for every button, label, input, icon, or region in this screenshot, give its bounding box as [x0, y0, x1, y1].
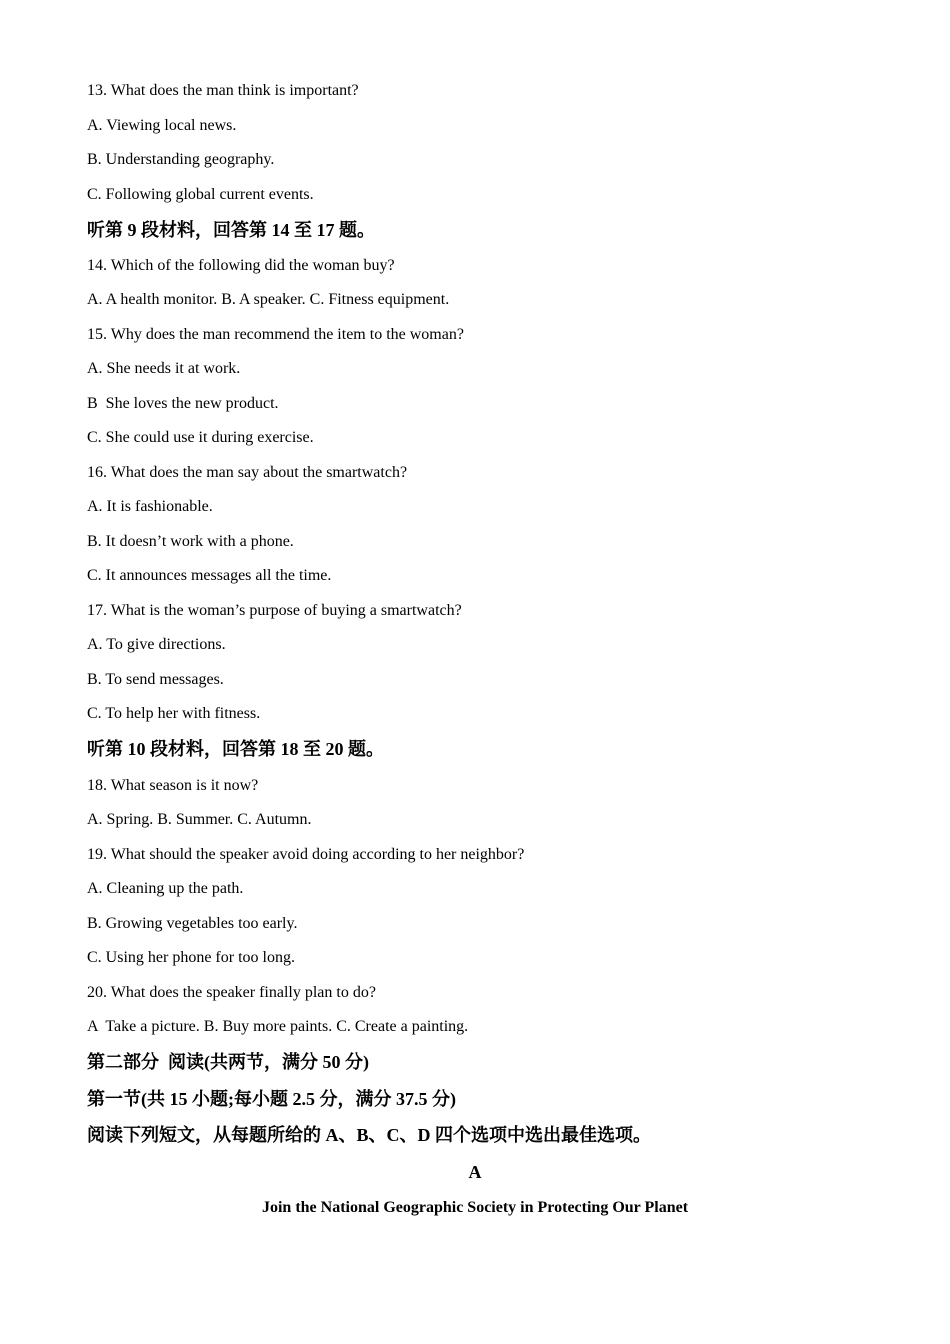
question-15: 15. Why does the man recommend the item to the woman?	[87, 326, 464, 343]
q19-option-a: A. Cleaning up the path.	[87, 880, 244, 897]
passage-letter: A	[468, 1162, 482, 1182]
question-17: 17. What is the woman’s purpose of buying a smartwatch?	[87, 602, 462, 619]
q15-option-c: C. She could use it during exercise.	[87, 429, 314, 446]
q17-option-b: B. To send messages.	[87, 671, 224, 688]
q19-option-c: C. Using her phone for too long.	[87, 949, 295, 966]
q18-options: A. Spring. B. Summer. C. Autumn.	[87, 811, 312, 828]
question-18: 18. What season is it now?	[87, 777, 259, 794]
q15-option-b: B She loves the new product.	[87, 395, 279, 412]
question-20: 20. What does the speaker finally plan to do?	[87, 984, 376, 1001]
q16-option-b: B. It doesn’t work with a phone.	[87, 533, 294, 550]
q19-option-b: B. Growing vegetables too early.	[87, 915, 298, 932]
q16-option-c: C. It announces messages all the time.	[87, 567, 332, 584]
q16-option-a: A. It is fashionable.	[87, 498, 213, 515]
section-9-heading: 听第 9 段材料，回答第 14 至 17 题。	[87, 220, 375, 240]
question-16: 16. What does the man say about the smartwatch?	[87, 464, 408, 481]
q17-option-a: A. To give directions.	[87, 636, 226, 653]
q20-options: A Take a picture. B. Buy more paints. C. Create a painting.	[87, 1018, 469, 1035]
passage-title: Join the National Geographic Society in Protecting Our Planet	[261, 1199, 689, 1216]
q13-option-b: B. Understanding geography.	[87, 151, 275, 168]
reading-instruction: 阅读下列短文，从每题所给的 A、B、C、D 四个选项中选出最佳选项。	[87, 1125, 651, 1145]
q17-option-c: C. To help her with fitness.	[87, 705, 261, 722]
q15-option-a: A. She needs it at work.	[87, 360, 241, 377]
question-14: 14. Which of the following did the woman buy?	[87, 257, 395, 274]
section-10-heading: 听第 10 段材料，回答第 18 至 20 题。	[87, 739, 384, 759]
q14-options: A. A health monitor. B. A speaker. C. Fitness equipment.	[87, 291, 450, 308]
q13-option-a: A. Viewing local news.	[87, 117, 237, 134]
question-19: 19. What should the speaker avoid doing according to her neighbor?	[87, 846, 525, 863]
part-2-heading: 第二部分 阅读(共两节，满分 50 分)	[87, 1052, 369, 1072]
section-1-heading: 第一节(共 15 小题;每小题 2.5 分，满分 37.5 分)	[87, 1089, 456, 1109]
question-13: 13. What does the man think is important?	[87, 82, 359, 99]
q13-option-c: C. Following global current events.	[87, 186, 314, 203]
